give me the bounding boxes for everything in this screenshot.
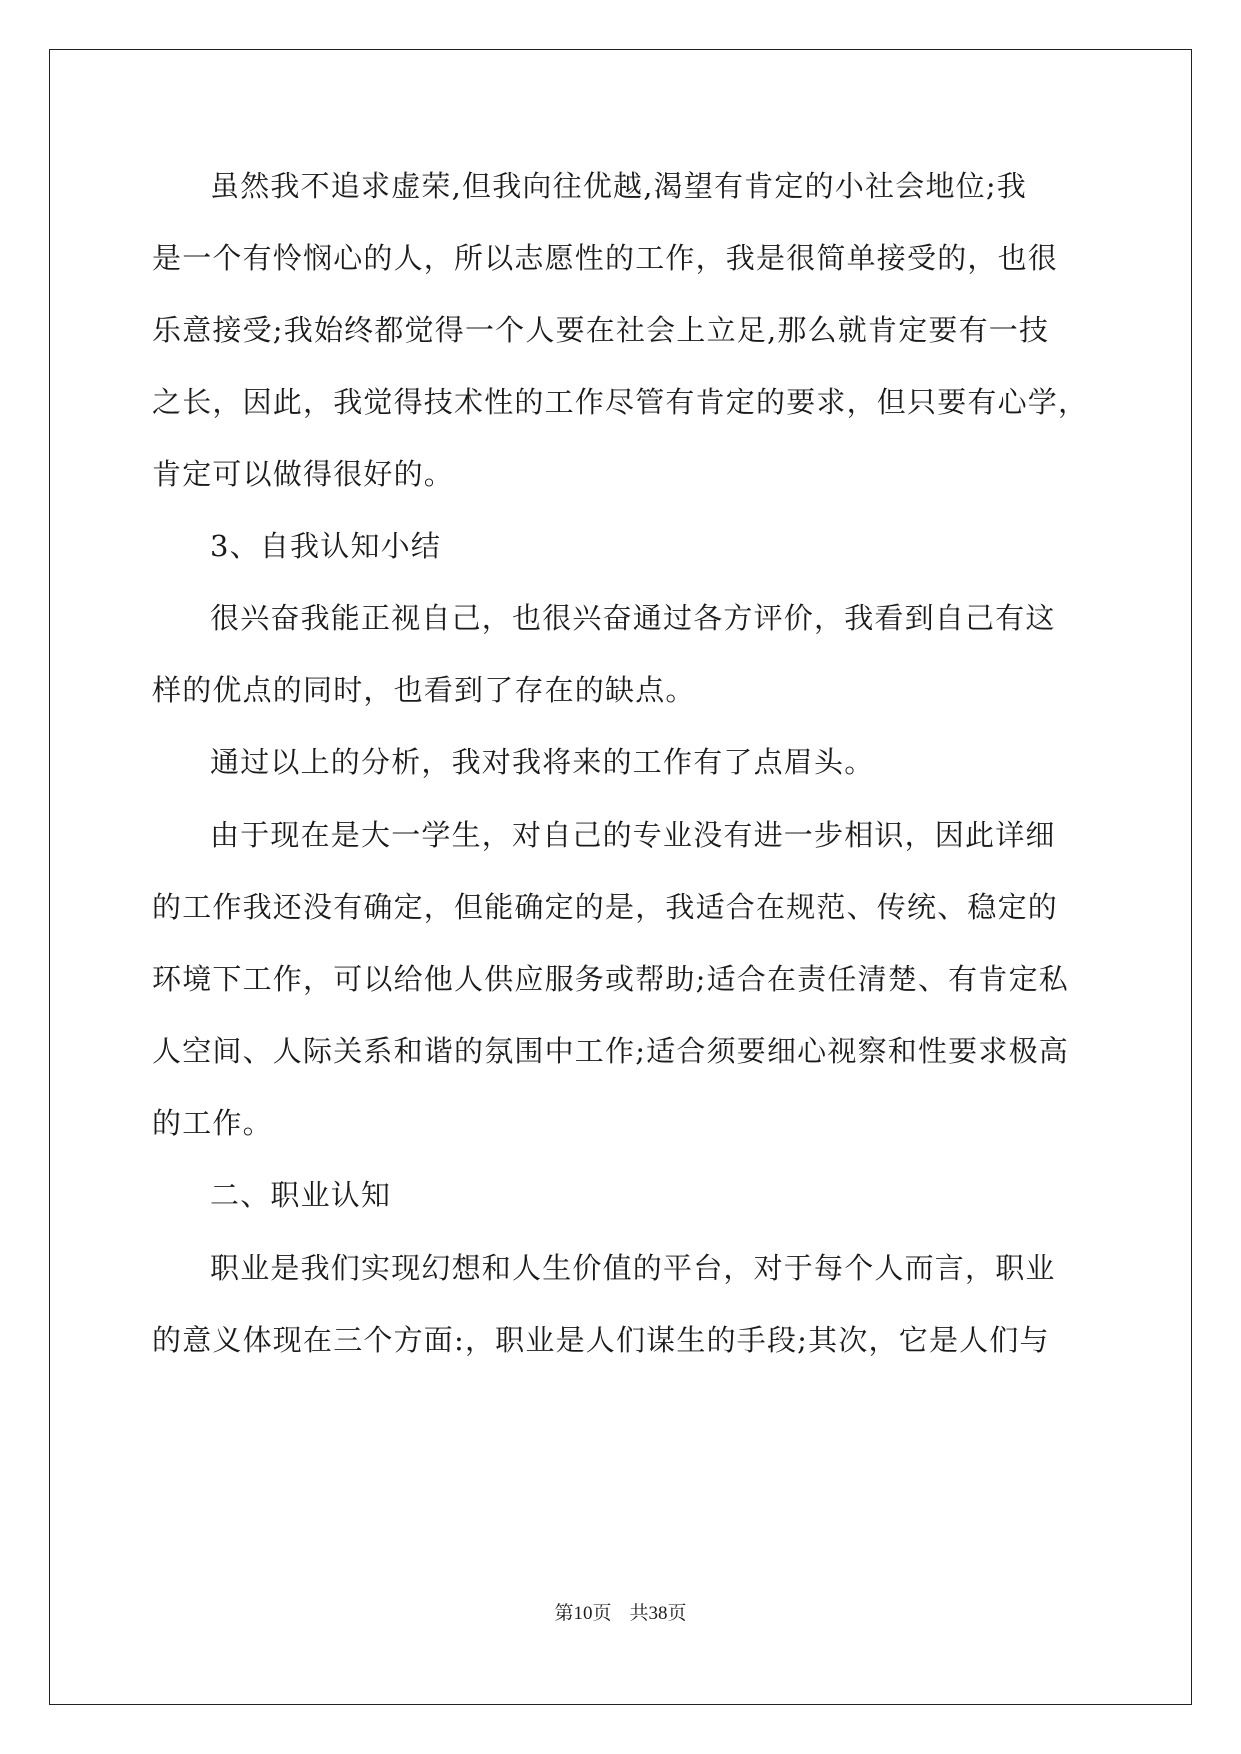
text-line: 人空间、人际关系和谐的氛围中工作;适合须要细心视察和性要求极高 xyxy=(152,1034,1069,1068)
text-line: 肯定可以做得很好的。 xyxy=(152,457,455,491)
text-line: 的工作我还没有确定，但能确定的是，我适合在规范、传统、稳定的 xyxy=(152,890,1059,924)
section-heading: 二、职业认知 xyxy=(210,1178,392,1212)
text-line: 很兴奋我能正视自己，也很兴奋通过各方评价，我看到自己有这 xyxy=(210,601,1056,635)
text-line: 样的优点的同时，也看到了存在的缺点。 xyxy=(152,673,696,707)
text-line: 虽然我不追求虚荣,但我向往优越,渴望有肯定的小社会地位;我 xyxy=(210,169,1028,203)
text-line: 职业是我们实现幻想和人生价值的平台，对于每个人而言，职业 xyxy=(210,1251,1056,1285)
page-footer xyxy=(0,1602,1241,1626)
text-line: 环境下工作，可以给他人供应服务或帮助;适合在责任清楚、有肯定私 xyxy=(152,962,1069,996)
text-line: 由于现在是大一学生，对自己的专业没有进一步相识，因此详细 xyxy=(210,818,1056,852)
page-border xyxy=(49,49,1192,1705)
text-line: 乐意接受;我始终都觉得一个人要在社会上立足,那么就肯定要有一技 xyxy=(152,313,1050,347)
text-line: 通过以上的分析，我对我将来的工作有了点眉头。 xyxy=(210,745,875,779)
page-number: 第10页 xyxy=(554,1603,612,1624)
text-line: 的工作。 xyxy=(152,1106,273,1140)
text-line: 之长，因此，我觉得技术性的工作尽管有肯定的要求，但只要有心学， xyxy=(152,385,1089,419)
section-heading: 3、自我认知小结 xyxy=(210,529,442,563)
page-total: 共38页 xyxy=(629,1603,687,1624)
text-line: 是一个有怜悯心的人，所以志愿性的工作，我是很简单接受的，也很 xyxy=(152,241,1059,275)
text-line: 的意义体现在三个方面:，职业是人们谋生的手段;其次，它是人们与 xyxy=(152,1323,1050,1357)
